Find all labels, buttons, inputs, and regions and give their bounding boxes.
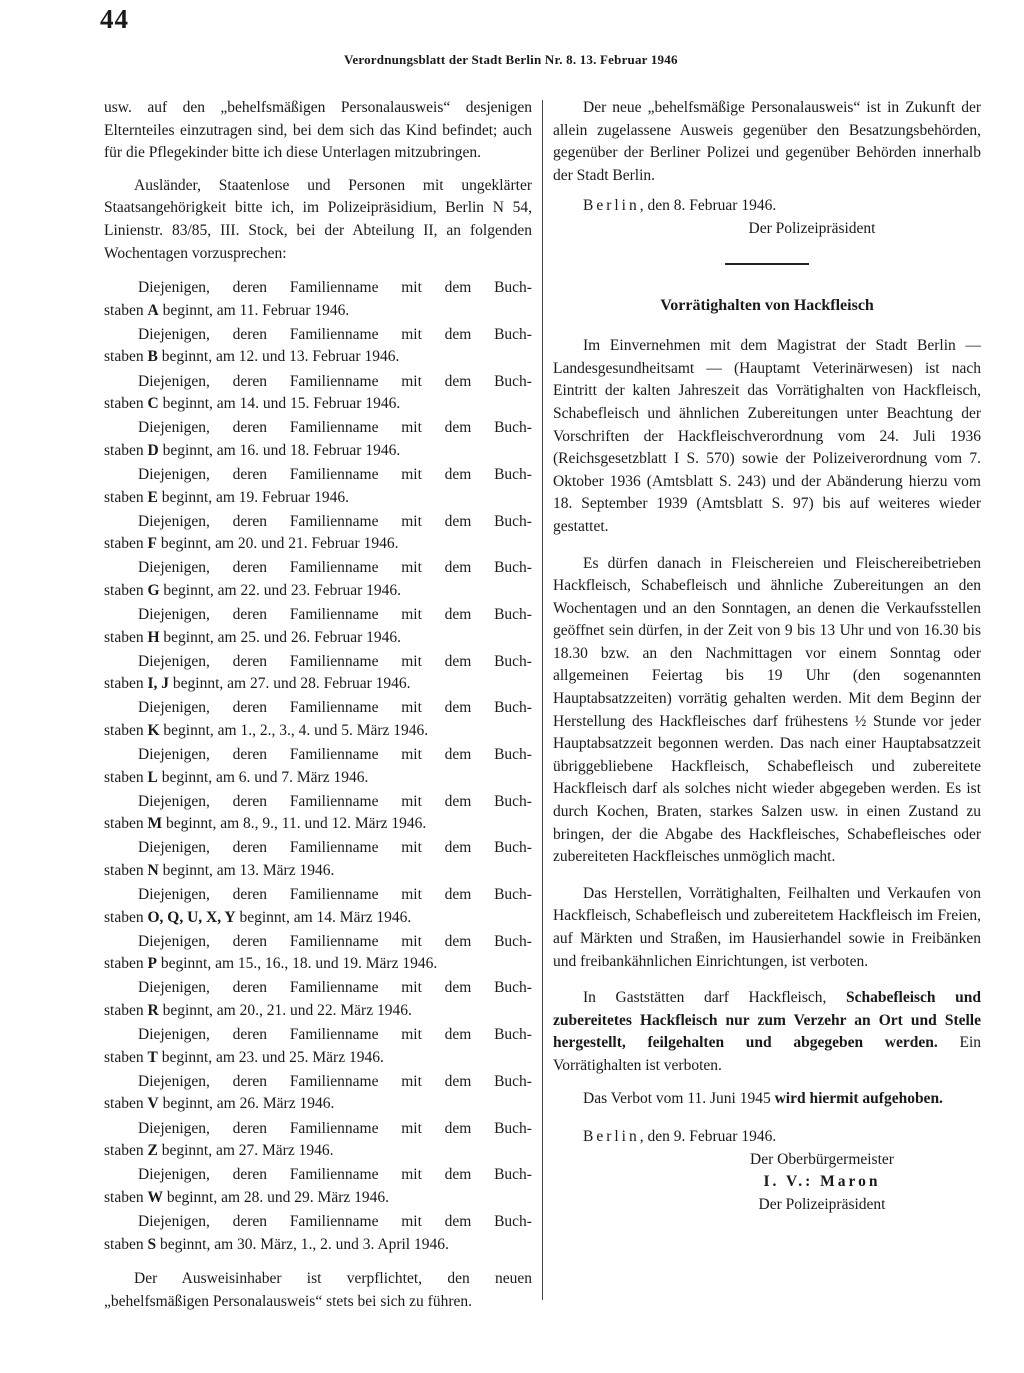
date-line-1 [553,195,981,218]
entry-letters: P [147,955,157,973]
entry-word: Buch- [494,1026,532,1044]
entry-item [104,557,532,602]
entry-word: dem [444,1072,472,1090]
entry-letters: E [147,488,158,506]
entry-word: Diejenigen, [138,279,210,297]
entry-word: Familienname [289,1072,379,1090]
entry-prefix: staben [104,441,148,459]
entry-word: Buch- [494,652,532,670]
entry-word: dem [444,1212,472,1230]
entry-letters: M [147,815,163,833]
entry-first-line [104,977,532,1000]
entry-word: Familienname [289,792,379,810]
column-divider [542,100,543,1300]
entry-letters: D [147,441,159,459]
entry-word: Familienname [289,839,379,857]
entry-prefix: staben [104,721,148,739]
entry-prefix: staben [104,1002,148,1020]
entry-word: deren [232,372,268,390]
ausweis-paragraph: Der neue „behelfsmäßige Personalausweis“ ist in Zukunft der allein zugelassene Ausweis gegenüber den Besatzungsbehörden, gegenüber der Berliner Polizei und gegenüber Behörden innerhalb der Stadt Berlin. [553,99,981,184]
entry-prefix: staben [104,815,148,833]
entry-word: Buch- [494,839,532,857]
auslaender-paragraph: Ausländer, Staatenlose und Personen mit ungeklärter Staatsangehörigkeit bitte ich, im Polizeipräsidium, Berlin N 54, Linienstr. 83/85, III. Stock, bei der Abteilung II, an folgenden Wochentagen vorzusprechen: [104,176,532,262]
entry-word: mit [401,372,422,390]
entry-word: Diejenigen, [138,419,210,437]
entry-item [104,464,532,509]
intro-paragraph: usw. auf den „behelfsmäßigen Personalausweis“ desjenigen Elternteiles einzutragen sind, bei dem sich das Kind befindet; auch für die Pflegekinder bitte ich diese Unterlagen mitzubringen. [104,99,532,162]
entry-dates: beginnt, am 26. März 1946. [158,1095,335,1113]
entry-item [104,511,532,556]
entry-word: Diejenigen, [138,792,210,810]
entry-word: Diejenigen, [138,605,210,623]
entry-word: Diejenigen, [138,699,210,717]
entry-word: Buch- [494,559,532,577]
entry-letters: V [147,1095,159,1113]
entry-word: Familienname [289,652,379,670]
entry-word: Diejenigen, [138,839,210,857]
entry-first-line [104,651,532,674]
entry-word: dem [444,372,472,390]
entry-second-line [104,1093,532,1116]
entry-dates: beginnt, am 19. Februar 1946. [157,488,349,506]
entry-dates: beginnt, am 23. und 25. März 1946. [157,1048,384,1066]
entry-prefix: staben [104,301,148,319]
entry-word: mit [401,1072,422,1090]
hackfleisch-paragraph-2: Es dürfen danach in Fleischereien und Fleischereibetrieben Hackfleisch, Schabefleisch und ähnliche Zubereitungen an den Wochentagen und an den Sonntagen, an denen die Verkaufsstellen geöffnet sein dürfen, in der Zeit von 9 bis 13 Uhr und von 16.30 bis 18.30 bzw. an den Nachmittagen vor einem Sonntag oder allgemeinen Feiertag bis 19 Uhr (den sogenannten Hauptabsatzzeiten) vorrätig gehalten werden. Mit dem Beginn der Herstellung des Hackfleisches darf frühestens ½ Stunde vor jeder Hauptabsatzzeit begonnen werden. Das nach einer Hauptabsatzzeit übriggebliebene Hackfleisch, Schabefleisch und zubereitete Hackfleisch darf als solches nicht wieder abgegeben werden. Es ist durch Kochen, Braten, starkes Salzen usw. in einen Zustand zu bringen, der die Abgabe des Hackfleisches, Schabefleisches oder zubereiteten Hackfleisches unmöglich macht. [553,554,981,866]
entry-item [104,884,532,929]
entry-word: Familienname [289,559,379,577]
entry-word: deren [232,886,268,904]
entry-first-line [104,324,532,347]
entry-second-line [104,907,532,930]
entry-word: mit [401,512,422,530]
entry-second-line [104,1000,532,1023]
entry-word: dem [444,1026,472,1044]
entry-second-line [104,673,532,696]
hackfleisch-paragraph-5 [553,1088,981,1111]
entry-word: dem [444,1166,472,1184]
entry-word: deren [232,839,268,857]
entry-word: dem [444,465,472,483]
hackfleisch-paragraph-3: Das Herstellen, Vorrätighalten, Feilhalten und Verkaufen von Hackfleisch, Schabefleisch und zubereitetem Hackfleisch im Freien, auf Märkten und Straßen, im Hausierhandel sowie in Freibänken und freibankähnlichen Einrichtungen, ist verboten. [553,884,981,970]
entry-word: Familienname [289,372,379,390]
entry-dates: beginnt, am 20. und 21. Februar 1946. [156,535,399,553]
entry-word: mit [401,1166,422,1184]
entry-item [104,837,532,882]
entry-prefix: staben [104,1095,148,1113]
entry-first-line [104,1164,532,1187]
entry-word: deren [232,699,268,717]
entry-item [104,1211,532,1256]
entry-second-line [104,440,532,463]
entry-dates: beginnt, am 16. und 18. Februar 1946. [158,441,401,459]
entry-word: Familienname [289,932,379,950]
entry-letters: H [147,628,160,646]
entry-word: mit [401,1212,422,1230]
para5-a: In Gaststätten darf Hackfleisch, [583,989,846,1007]
entry-item [104,371,532,416]
entry-word: Familienname [289,465,379,483]
entry-second-line [104,720,532,743]
entry-letters: A [147,301,159,319]
entry-first-line [104,697,532,720]
entry-word: Familienname [289,746,379,764]
entry-word: deren [232,465,268,483]
entry-word: Familienname [289,279,379,297]
entry-word: Diejenigen, [138,1212,210,1230]
entry-dates: beginnt, am 15., 16., 18. und 19. März 1946. [156,955,438,973]
entry-letters: K [147,721,160,739]
hackfleisch-paragraph-1: Im Einvernehmen mit dem Magistrat der Stadt Berlin — Landesgesundheitsamt — (Hauptamt Veterinärwesen) ist nach Eintritt der kalten Jahreszeit das Vorrätighalten von Hackfleisch, Schabefleisch und ähnlichen Zubereitungen unter Beachtung der Vorschriften der Hackfleischverordnung vom 24. Juli 1936 (Reichsgesetzblatt I S. 570) sowie der Polizeiverordnung vom 7. Oktober 1936 (Amtsblatt S. 243) und der Abänderung hierzu vom 18. September 1939 (Amtsblatt S. 97) bis auf weiteres wieder gestattet. [553,337,981,535]
left-column [104,97,532,1313]
para6-a: Das Verbot vom 11. Juni 1945 [583,1089,775,1107]
entry-word: Diejenigen, [138,512,210,530]
entry-word: mit [401,465,422,483]
entry-dates: beginnt, am 20., 21. und 22. März 1946. [158,1002,412,1020]
signer-1: Der Polizeipräsident [748,219,876,237]
entry-word: dem [444,559,472,577]
entry-word: mit [401,979,422,997]
entry-word: Diejenigen, [138,746,210,764]
entry-first-line [104,744,532,767]
entry-word: mit [401,746,422,764]
entry-second-line [104,860,532,883]
entry-dates: beginnt, am 14. und 15. Februar 1946. [158,395,401,413]
entry-word: Buch- [494,372,532,390]
entry-first-line [104,1024,532,1047]
entry-item [104,1024,532,1069]
entry-letters: T [147,1048,158,1066]
entry-first-line [104,417,532,440]
entry-word: deren [232,979,268,997]
entry-word: dem [444,886,472,904]
entry-dates: beginnt, am 11. Februar 1946. [158,301,350,319]
entry-first-line [104,1118,532,1141]
entry-prefix: staben [104,535,148,553]
entry-item [104,1071,532,1116]
entry-prefix: staben [104,675,148,693]
entry-word: dem [444,652,472,670]
entry-word: Buch- [494,465,532,483]
entry-letters: Z [147,1142,158,1160]
entry-first-line [104,1211,532,1234]
entry-word: deren [232,1119,268,1137]
entry-prefix: staben [104,488,148,506]
entry-second-line [104,767,532,790]
entry-second-line [104,953,532,976]
entry-dates: beginnt, am 25. und 26. Februar 1946. [159,628,402,646]
entry-prefix: staben [104,1188,148,1206]
entry-prefix: staben [104,908,148,926]
date-place-2: Berlin [583,1128,640,1146]
entry-word: Diejenigen, [138,559,210,577]
entry-word: dem [444,932,472,950]
entry-dates: beginnt, am 14. März 1946. [235,908,412,926]
entry-word: deren [232,652,268,670]
entry-first-line [104,884,532,907]
date-place-1: Berlin [583,197,640,215]
entry-item [104,651,532,696]
entry-word: dem [444,605,472,623]
entry-letters: S [147,1235,157,1253]
entry-word: Buch- [494,512,532,530]
right-column [553,97,981,1217]
page-number: 44 [100,4,129,34]
entry-letters: B [147,348,158,366]
entry-dates: beginnt, am 30. März, 1., 2. und 3. April 1946. [156,1235,449,1253]
entry-prefix: staben [104,628,148,646]
entry-word: Buch- [494,979,532,997]
entry-word: Diejenigen, [138,1166,210,1184]
entry-item [104,744,532,789]
entry-word: mit [401,652,422,670]
entry-word: dem [444,419,472,437]
entry-first-line [104,464,532,487]
date-text-1: , den 8. Februar 1946. [639,197,777,215]
entry-word: Buch- [494,932,532,950]
section-title: Vorrätighalten von Hackfleisch [660,296,874,314]
entry-item [104,931,532,976]
entry-word: Familienname [289,419,379,437]
entry-word: mit [401,932,422,950]
entry-word: Diejenigen, [138,1026,210,1044]
entry-first-line [104,604,532,627]
entry-word: Buch- [494,1072,532,1090]
signer-2-title: Der Oberbürgermeister [750,1150,894,1168]
entry-word: dem [444,792,472,810]
entry-word: Diejenigen, [138,652,210,670]
entry-word: mit [401,559,422,577]
signer-2-name: I. V.: Maron [763,1173,881,1191]
entry-word: deren [232,1072,268,1090]
entry-word: deren [232,512,268,530]
entry-letters: C [147,395,159,413]
entry-word: deren [232,279,268,297]
entry-dates: beginnt, am 8., 9., 11. und 12. März 1946. [162,815,427,833]
para6-b: wird hiermit aufgehoben. [774,1089,943,1107]
entry-dates: beginnt, am 28. und 29. März 1946. [162,1188,389,1206]
entry-word: deren [232,605,268,623]
entry-word: mit [401,279,422,297]
entry-word: deren [232,1026,268,1044]
entry-letters: R [147,1002,159,1020]
entry-word: mit [401,1119,422,1137]
entry-item [104,324,532,369]
entry-list [104,277,532,1256]
para5-b: Schabefleisch und zubereitetes Hackfleisch nur zum Verzehr an Ort und Stelle hergestellt, feilgehalten und abgegeben werden. [553,989,981,1052]
entry-letters: L [147,768,158,786]
entry-first-line [104,791,532,814]
entry-word: deren [232,746,268,764]
entry-word: deren [232,325,268,343]
entry-word: dem [444,325,472,343]
entry-word: Buch- [494,605,532,623]
entry-prefix: staben [104,862,148,879]
entry-dates: beginnt, am 1., 2., 3., 4. und 5. März 1946. [159,721,429,739]
entry-word: mit [401,419,422,437]
entry-word: mit [401,839,422,857]
entry-word: Buch- [494,325,532,343]
entry-word: deren [232,419,268,437]
entry-dates: beginnt, am 27. und 28. Februar 1946. [169,675,411,693]
entry-word: Buch- [494,886,532,904]
entry-word: mit [401,699,422,717]
entry-item [104,277,532,322]
entry-item [104,791,532,836]
entry-second-line [104,1047,532,1070]
closing-paragraph: Der Ausweisinhaber ist verpflichtet, den neuen „behelfsmäßigen Personalausweis“ stets bei sich zu führen. [104,1270,532,1310]
entry-word: mit [401,605,422,623]
entry-word: dem [444,839,472,857]
entry-second-line [104,627,532,650]
entry-dates: beginnt, am 12. und 13. Februar 1946. [157,348,400,366]
entry-word: Diejenigen, [138,465,210,483]
entry-prefix: staben [104,348,148,366]
entry-first-line [104,1071,532,1094]
entry-second-line [104,300,532,323]
entry-item [104,697,532,742]
entry-letters: F [147,535,157,553]
entry-letters: W [147,1188,163,1206]
entry-word: Familienname [289,1119,379,1137]
entry-word: Diejenigen, [138,372,210,390]
entry-second-line [104,1140,532,1163]
entry-first-line [104,371,532,394]
entry-first-line [104,931,532,954]
entry-word: Buch- [494,419,532,437]
entry-prefix: staben [104,1142,148,1160]
entry-word: Buch- [494,1166,532,1184]
entry-word: deren [232,559,268,577]
entry-word: dem [444,746,472,764]
entry-word: Familienname [289,605,379,623]
entry-second-line [104,1234,532,1257]
entry-item [104,1118,532,1163]
entry-word: dem [444,279,472,297]
entry-second-line [104,487,532,510]
entry-word: deren [232,932,268,950]
entry-item [104,604,532,649]
entry-prefix: staben [104,395,148,413]
entry-dates: beginnt, am 27. März 1946. [157,1142,334,1160]
entry-dates: beginnt, am 22. und 23. Februar 1946. [159,581,402,599]
entry-word: Buch- [494,792,532,810]
entry-word: Familienname [289,979,379,997]
date-text-2: , den 9. Februar 1946. [639,1128,777,1146]
entry-letters: N [147,862,159,879]
entry-word: Familienname [289,1212,379,1230]
hackfleisch-paragraph-4 [553,987,981,1077]
entry-word: Buch- [494,279,532,297]
entry-first-line [104,277,532,300]
entry-prefix: staben [104,1048,148,1066]
entry-word: Diejenigen, [138,886,210,904]
entry-prefix: staben [104,1235,148,1253]
entry-word: deren [232,792,268,810]
entry-item [104,417,532,462]
entry-word: Diejenigen, [138,1072,210,1090]
entry-word: dem [444,512,472,530]
entry-second-line [104,813,532,836]
entry-word: Diejenigen, [138,1119,210,1137]
entry-word: deren [232,1212,268,1230]
date-line-2 [553,1126,981,1149]
entry-second-line [104,1187,532,1210]
entry-letters: G [147,581,160,599]
entry-word: Familienname [289,1026,379,1044]
entry-word: Familienname [289,1166,379,1184]
entry-word: mit [401,792,422,810]
entry-word: Buch- [494,746,532,764]
entry-word: dem [444,979,472,997]
entry-word: Familienname [289,886,379,904]
entry-word: Diejenigen, [138,932,210,950]
entry-dates: beginnt, am 6. und 7. März 1946. [157,768,369,786]
entry-prefix: staben [104,768,148,786]
entry-word: Familienname [289,699,379,717]
entry-letters: I, J [147,675,170,693]
entry-word: Familienname [289,512,379,530]
entry-word: Buch- [494,1212,532,1230]
entry-first-line [104,511,532,534]
entry-word: Buch- [494,699,532,717]
entry-word: mit [401,886,422,904]
entry-word: Familienname [289,325,379,343]
entry-second-line [104,533,532,556]
entry-dates: beginnt, am 13. März 1946. [158,862,335,879]
entry-first-line [104,557,532,580]
entry-item [104,1164,532,1209]
entry-letters: O, Q, U, X, Y [147,908,236,926]
entry-second-line [104,580,532,603]
section-rule [725,263,809,265]
signer-2-office: Der Polizeipräsident [758,1195,886,1213]
entry-word: mit [401,325,422,343]
gazette-header: Verordnungsblatt der Stadt Berlin Nr. 8. 13. Februar 1946 [344,52,678,67]
entry-word: dem [444,699,472,717]
entry-word: Buch- [494,1119,532,1137]
entry-word: dem [444,1119,472,1137]
entry-word: mit [401,1026,422,1044]
entry-word: Diejenigen, [138,325,210,343]
entry-second-line [104,346,532,369]
entry-prefix: staben [104,955,148,973]
entry-word: Diejenigen, [138,979,210,997]
para5-c: Ein Vorrätighalten ist verboten. [553,1034,981,1074]
entry-first-line [104,837,532,860]
entry-second-line [104,393,532,416]
entry-word: deren [232,1166,268,1184]
entry-prefix: staben [104,581,148,599]
entry-item [104,977,532,1022]
